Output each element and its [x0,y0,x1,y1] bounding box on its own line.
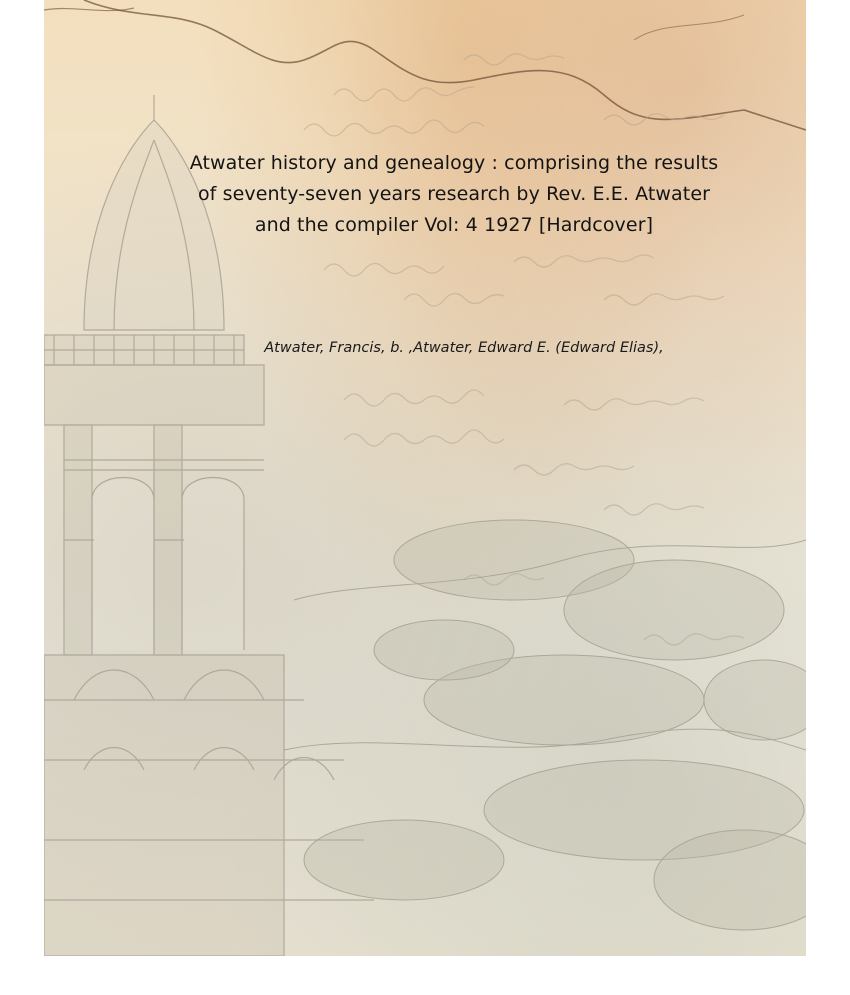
cover-illustration [44,0,806,956]
landscape-sketch [284,520,806,930]
paper-crack-line [84,0,806,130]
book-cover [44,0,806,956]
book-author: Atwater, Francis, b. ,Atwater, Edward E. (Edward Elias), [264,340,664,356]
book-title [104,148,804,241]
book-title-line: Atwater history and genealogy : comprising the results [189,152,719,174]
book-title-line: and the compiler Vol: 4 1927 [Hardcover] [254,214,654,236]
book-title-line: of seventy-seven years research by Rev. E.E. Atwater [197,183,711,205]
